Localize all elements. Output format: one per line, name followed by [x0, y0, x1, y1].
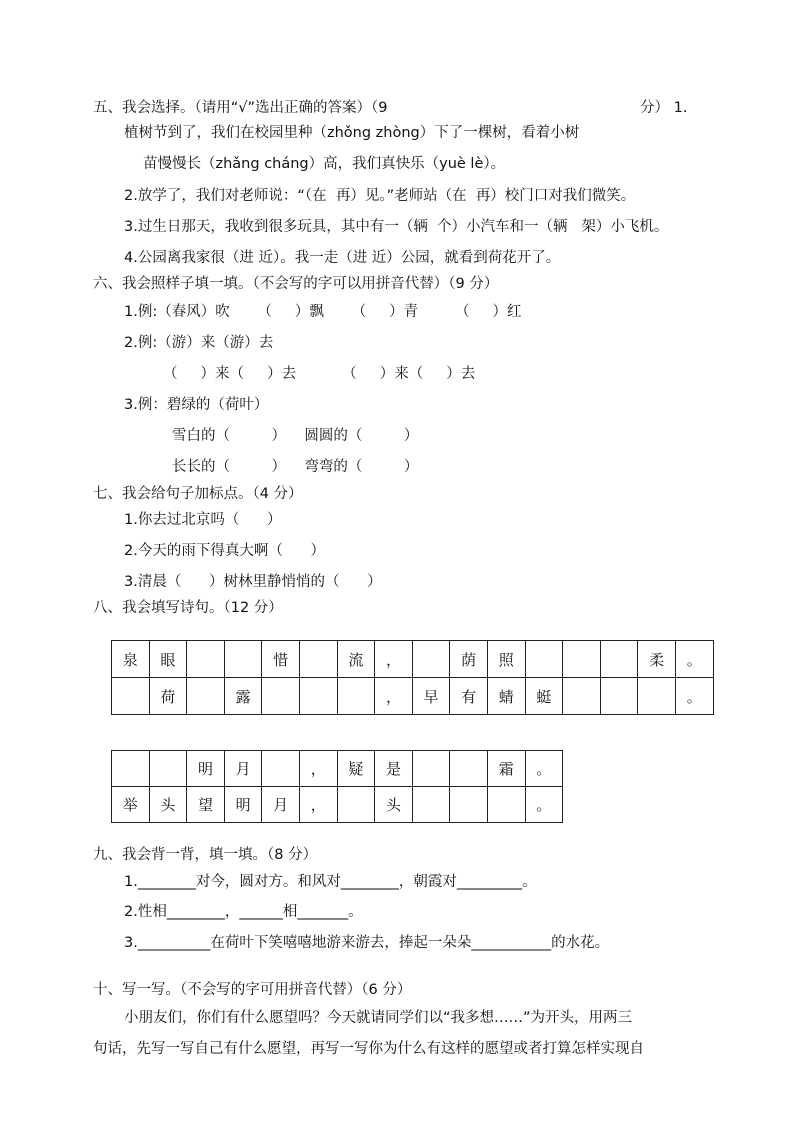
grid-cell: 。 — [525, 787, 563, 823]
poem-grid-2-row — [112, 751, 563, 787]
question-7-3: 3.清晨（ ）树林里静悄悄的（ ） — [124, 574, 382, 590]
grid-cell[interactable] — [337, 678, 375, 715]
grid-cell[interactable] — [600, 678, 638, 715]
grid-cell[interactable] — [638, 678, 676, 715]
grid-cell[interactable] — [600, 641, 638, 678]
question-5-1: 植树节到了，我们在校园里种（zhǒng zhòng）下了一棵树，看着小树 — [124, 125, 580, 141]
grid-cell: 月 — [224, 751, 262, 787]
question-9-2: 2.性相________，______相_______。 — [124, 904, 363, 920]
poem-grid-2 — [111, 750, 563, 823]
grid-cell[interactable] — [224, 641, 262, 678]
question-9-1: 1.________对今，圆对方。和风对________，朝霞对_________。 — [124, 874, 537, 890]
question-7-1: 1.你去过北京吗（ ） — [124, 512, 282, 528]
grid-cell[interactable] — [112, 678, 150, 715]
grid-cell: 早 — [412, 678, 450, 715]
poem-grid-1-row — [112, 678, 714, 715]
grid-cell[interactable] — [299, 641, 337, 678]
grid-cell[interactable] — [149, 751, 187, 787]
grid-cell: 有 — [450, 678, 488, 715]
grid-cell: 举 — [112, 787, 150, 823]
grid-cell[interactable] — [337, 787, 375, 823]
grid-cell[interactable] — [112, 751, 150, 787]
poem-grid-1 — [111, 640, 714, 715]
question-7-2: 2.今天的雨下得真大啊（ ） — [124, 543, 325, 559]
grid-cell: 明 — [187, 751, 225, 787]
grid-cell: 。 — [675, 678, 713, 715]
grid-cell: 照 — [487, 641, 525, 678]
grid-cell[interactable] — [187, 678, 225, 715]
grid-cell[interactable] — [450, 751, 488, 787]
question-5-3: 3.过生日那天，我收到很多玩具，其中有一（辆 个）小汽车和一（辆 架）小飞机。 — [124, 219, 669, 235]
grid-cell: 蜻 — [487, 678, 525, 715]
grid-cell: 月 — [262, 787, 300, 823]
grid-cell: 。 — [675, 641, 713, 678]
grid-cell[interactable] — [487, 787, 525, 823]
grid-cell: 露 — [224, 678, 262, 715]
grid-cell: ， — [299, 751, 337, 787]
question-6-2: 2.例:（游）来（游）去 — [124, 335, 274, 351]
grid-cell[interactable] — [262, 751, 300, 787]
question-9-3: 3.__________在荷叶下笑嘻嘻地游来游去，捧起一朵朵___________的水花。 — [124, 935, 610, 951]
section-10-title: 十、写一写。（不会写的字可用拼音代替）（6 分） — [93, 982, 412, 998]
grid-cell: 霜 — [487, 751, 525, 787]
grid-cell: ， — [375, 641, 413, 678]
grid-cell[interactable] — [563, 678, 601, 715]
grid-cell: 惜 — [262, 641, 300, 678]
grid-cell: 头 — [375, 787, 413, 823]
grid-cell: 明 — [224, 787, 262, 823]
grid-cell: 望 — [187, 787, 225, 823]
question-5-4: 4.公园离我家很（进 近）。我一走（进 近）公园，就看到荷花开了。 — [124, 250, 561, 266]
grid-cell: 柔 — [638, 641, 676, 678]
question-5-1-cont: 苗慢慢长（zhǎng cháng）高，我们真快乐（yuè lè）。 — [143, 156, 506, 172]
grid-cell: 泉 — [112, 641, 150, 678]
question-6-3-row1: 雪白的（ ） 圆圆的（ ） — [172, 428, 419, 444]
grid-cell: 。 — [525, 751, 563, 787]
grid-cell: 荫 — [450, 641, 488, 678]
grid-cell[interactable] — [412, 751, 450, 787]
grid-cell[interactable] — [412, 787, 450, 823]
question-5-2: 2.放学了，我们对老师说：“（在 再）见。”老师站（在 再）校门口对我们微笑。 — [124, 188, 636, 204]
grid-cell: 头 — [149, 787, 187, 823]
grid-cell[interactable] — [450, 787, 488, 823]
grid-cell: 荷 — [149, 678, 187, 715]
grid-cell[interactable] — [187, 641, 225, 678]
grid-cell: 是 — [375, 751, 413, 787]
poem-grid-2-row — [112, 787, 563, 823]
question-6-3-row2: 长长的（ ） 弯弯的（ ） — [172, 459, 419, 475]
grid-cell: 眼 — [149, 641, 187, 678]
section-10-prompt-line2: 句话，先写一写自己有什么愿望，再写一写你为什么有这样的愿望或者打算怎样实现自 — [93, 1041, 644, 1057]
grid-cell[interactable] — [525, 641, 563, 678]
grid-cell[interactable] — [563, 641, 601, 678]
section-5-title: 五、我会选择。（请用“√”选出正确的答案）（9 — [93, 100, 388, 116]
question-6-2-blanks: （ ）来（ ）去 （ ）来（ ）去 — [163, 366, 476, 382]
grid-cell: 蜓 — [525, 678, 563, 715]
grid-cell[interactable] — [412, 641, 450, 678]
grid-cell: ， — [375, 678, 413, 715]
section-5-title-score: 分） 1. — [640, 100, 688, 116]
grid-cell: ， — [299, 787, 337, 823]
section-9-title: 九、我会背一背，填一填。（8 分） — [93, 847, 318, 863]
section-7-title: 七、我会给句子加标点。（4 分） — [93, 486, 303, 502]
poem-grid-1-row — [112, 641, 714, 678]
question-6-1: 1.例:（春风）吹 （ ）飘 （ ）青 （ ）红 — [124, 304, 522, 320]
grid-cell[interactable] — [262, 678, 300, 715]
section-8-title: 八、我会填写诗句。（12 分） — [93, 600, 283, 616]
section-10-prompt-line1: 小朋友们，你们有什么愿望吗？今天就请同学们以“我多想……”为开头，用两三 — [124, 1010, 633, 1026]
grid-cell[interactable] — [299, 678, 337, 715]
section-6-title: 六、我会照样子填一填。（不会写的字可以用拼音代替）（9 分） — [93, 276, 499, 292]
grid-cell: 疑 — [337, 751, 375, 787]
question-6-3: 3.例：碧绿的（荷叶） — [124, 397, 269, 413]
grid-cell: 流 — [337, 641, 375, 678]
